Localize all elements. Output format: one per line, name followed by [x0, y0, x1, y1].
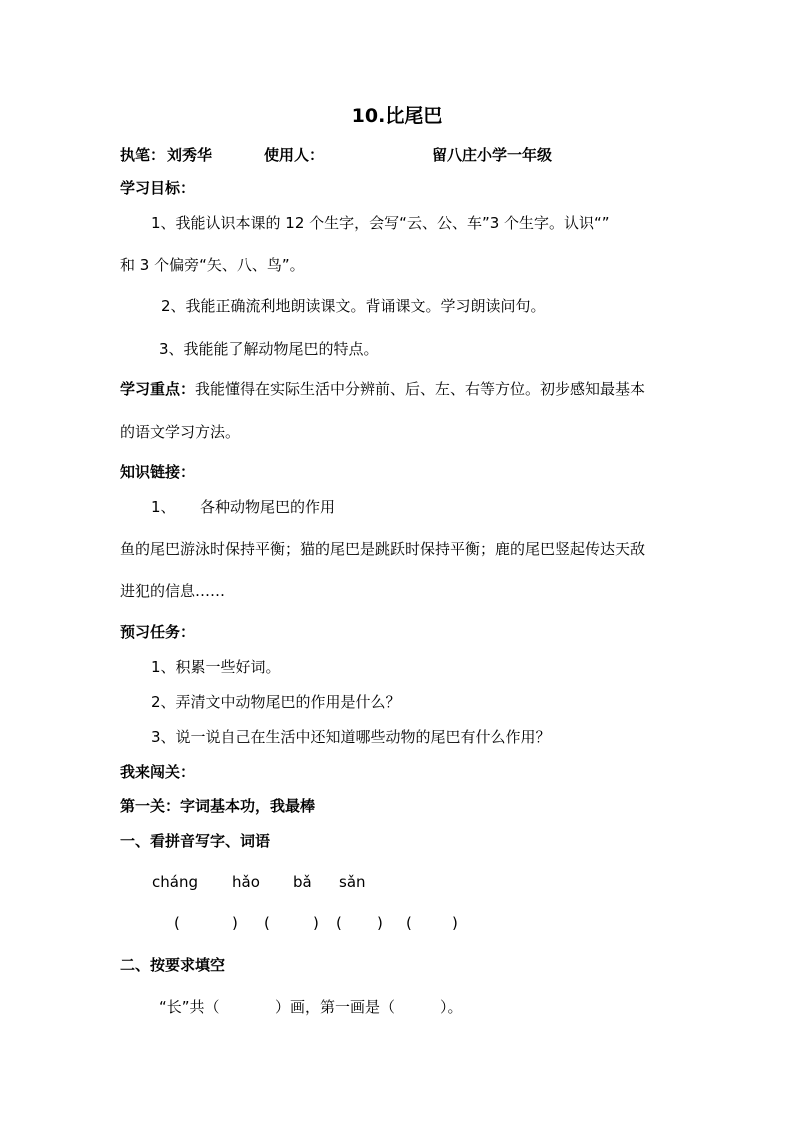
blank-close: ) — [313, 914, 319, 932]
objective-item-2: 2、我能正确流利地朗读课文。背诵课文。学习朗读问句。 — [161, 297, 546, 315]
objectives-heading: 学习目标： — [120, 179, 196, 197]
knowledge-paragraph: 鱼的尾巴游泳时保持平衡；猫的尾巴是跳跃时保持平衡；鹿的尾巴竖起传达天敌 — [120, 540, 646, 558]
fill-part-b: ）画，第一画是（ — [275, 998, 396, 1016]
document-title: 10.比尾巴 — [351, 105, 443, 127]
blank-open: ( — [264, 914, 270, 932]
level1-heading: 第一关：字词基本功，我最棒 — [120, 797, 316, 815]
knowledge-paragraph-cont: 进犯的信息…… — [120, 582, 226, 600]
section1-heading: 一、看拼音写字、词语 — [120, 832, 271, 850]
key-points-text-cont: 的语文学习方法。 — [120, 423, 241, 441]
preview-heading: 预习任务： — [120, 623, 196, 641]
author-name: 刘秀华 — [167, 146, 213, 164]
key-points-heading: 学习重点： — [120, 380, 196, 398]
objective-item-1: 1、我能认识本课的 12 个生字，会写“云、公、车”3 个生字。认识“” — [151, 214, 610, 232]
key-points-text: 我能懂得在实际生活中分辨前、后、左、右等方位。初步感知最基本 — [195, 380, 646, 398]
blank-open: ( — [336, 914, 342, 932]
challenge-heading: 我来闯关： — [120, 763, 196, 781]
objective-item-1-cont: 和 3 个偏旁“矢、八、鸟”。 — [120, 256, 305, 274]
pinyin-item: sǎn — [339, 873, 366, 891]
pinyin-item: hǎo — [232, 873, 260, 891]
pinyin-item: bǎ — [293, 873, 312, 891]
fill-part-a: “长”共（ — [159, 998, 220, 1016]
preview-item-1: 1、积累一些好词。 — [151, 658, 281, 676]
pinyin-item: cháng — [152, 873, 198, 891]
user-label: 使用人： — [264, 146, 325, 164]
preview-item-2: 2、弄清文中动物尾巴的作用是什么？ — [151, 693, 401, 711]
preview-item-3: 3、说一说自己在生活中还知道哪些动物的尾巴有什么作用？ — [151, 728, 551, 746]
knowledge-item-text: 各种动物尾巴的作用 — [200, 498, 336, 516]
blank-close: ) — [452, 914, 458, 932]
school-name: 留八庄小学一年级 — [432, 146, 553, 164]
blank-open: ( — [406, 914, 412, 932]
author-label: 执笔： — [120, 146, 166, 164]
knowledge-item-number: 1、 — [151, 498, 176, 516]
blank-close: ) — [232, 914, 238, 932]
blank-close: ) — [377, 914, 383, 932]
key-points-paragraph — [120, 379, 645, 399]
blank-open: ( — [174, 914, 180, 932]
fill-part-c: ）。 — [440, 998, 463, 1016]
section2-heading: 二、按要求填空 — [120, 956, 226, 974]
knowledge-heading: 知识链接： — [120, 463, 196, 481]
objective-item-3: 3、我能能了解动物尾巴的特点。 — [159, 340, 379, 358]
